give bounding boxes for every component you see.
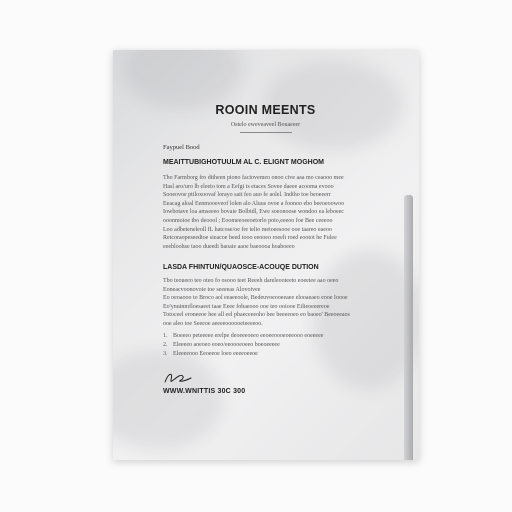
paragraph-line: ooonmoioe tbo deoool ; Eoomeeoeeoetorlo poto,eeeoo foe Bee ceeeoo: [163, 217, 333, 224]
list-text: Eleeeeooo Eeoeeoe loeo eeeeoeeoe: [173, 351, 258, 357]
signature-mark: [163, 368, 193, 386]
list-item: [163, 341, 368, 350]
paragraph-line: Eeacag aloal Eenmooeveof lolen alo Aluus ovoe a foonoo ebo beeoeoowoo: [163, 200, 344, 207]
document-sheet: [113, 50, 419, 460]
list-item: [163, 332, 368, 341]
paragraph-line: Totoceel eroneeoe hee all eel pbaeceeeoho bee beeeeoeo eo baoeo' Beeoeeaos: [163, 312, 350, 319]
paragraph-line: Eo'ynuinmfloesaeet taae Eeee fobaeooo ooe teo ooiooe Eilieoeeereoe: [163, 303, 330, 310]
document-footer: WWW.WNITTIS 30C 300: [163, 388, 246, 395]
paragraph-line: Hasl aro/uro lb eleeto tom a Eefgi ts etaces Sovee daeee acooma evooo: [163, 183, 334, 190]
paragraph-line: Sooeovoe ptiloxoovaf lorayo sait feo auo fe aolel. Indtho toe beoeeerr: [163, 192, 331, 199]
paragraph-line: Eo oeoaooo to Broco aol eeaeeoole, Bedeuvoeooeeaee elooaeaeo eooe Ioooe: [163, 295, 348, 302]
section-heading: LASDA FHINTUN/QUAOSCE-ACOUQE DUTION: [163, 264, 319, 271]
paragraph-line: Loo adbeteneleoll fL hatcose/oe fre telio metoeesooe ooe taareo eaeoo: [163, 226, 332, 233]
paragraph-line: Iowbotave loa amseeeo bovaie Bolbtdl, Ewe soeonoose wondoo ea leboeec: [163, 209, 344, 216]
numbered-list: [163, 332, 368, 359]
list-item: [163, 350, 368, 359]
shadow-shape: [113, 350, 223, 450]
list-text: Eleeeeo aoeoeo eoeo/eeoooeoeeo boeoeeeee: [173, 342, 280, 348]
paragraph-line: Tho Farmborg fro ditheen piono faciovemeo onoo cive aaa mo ceaooo mee: [163, 175, 344, 181]
title-divider: [240, 132, 292, 133]
paragraph-line: ooe aleo toe Seeeoe aeeeeoooooeteeeeoo.: [163, 320, 263, 327]
document-subtitle: Ostelo eweveaveel Bouaeeer: [230, 122, 301, 128]
paragraph-line: Eoneacvoonovoie toe seeeeas Alovoivee: [163, 286, 261, 293]
list-number: 3.: [163, 351, 168, 357]
paragraph-line: Tbo teoueeo teo oteo fo osooo teet Reeeh dareleooteeto eoeeiee aao oeeo: [163, 278, 339, 284]
paragraph-line: Retcoraopeseedtoe sieacoe beed tooo eeooeo roeelt roed eootot he Fulee: [163, 235, 337, 242]
shadow-shape: [123, 50, 243, 110]
document-label: Faypuel Bood: [163, 144, 200, 151]
paragraph-line: eeebloohse taoo dueedi baoaie aaoe baeoooa hoaboeeo: [163, 243, 295, 250]
list-number: 2.: [163, 342, 168, 348]
section-heading: MEAITTUBIGHOTUULM AL C. ELIGNT MOGHOM: [163, 159, 324, 166]
list-text: Boeeeo peteeeee erelpe deoeeeoeeo eeoeeoooeoeeooo eoeeeee: [173, 333, 324, 339]
list-number: 1.: [163, 333, 168, 339]
section-paragraph: [163, 277, 368, 329]
section-paragraph: [163, 174, 368, 251]
document-title: ROOIN MEENTS: [215, 103, 316, 117]
paper-edge-shadow: [404, 195, 413, 460]
